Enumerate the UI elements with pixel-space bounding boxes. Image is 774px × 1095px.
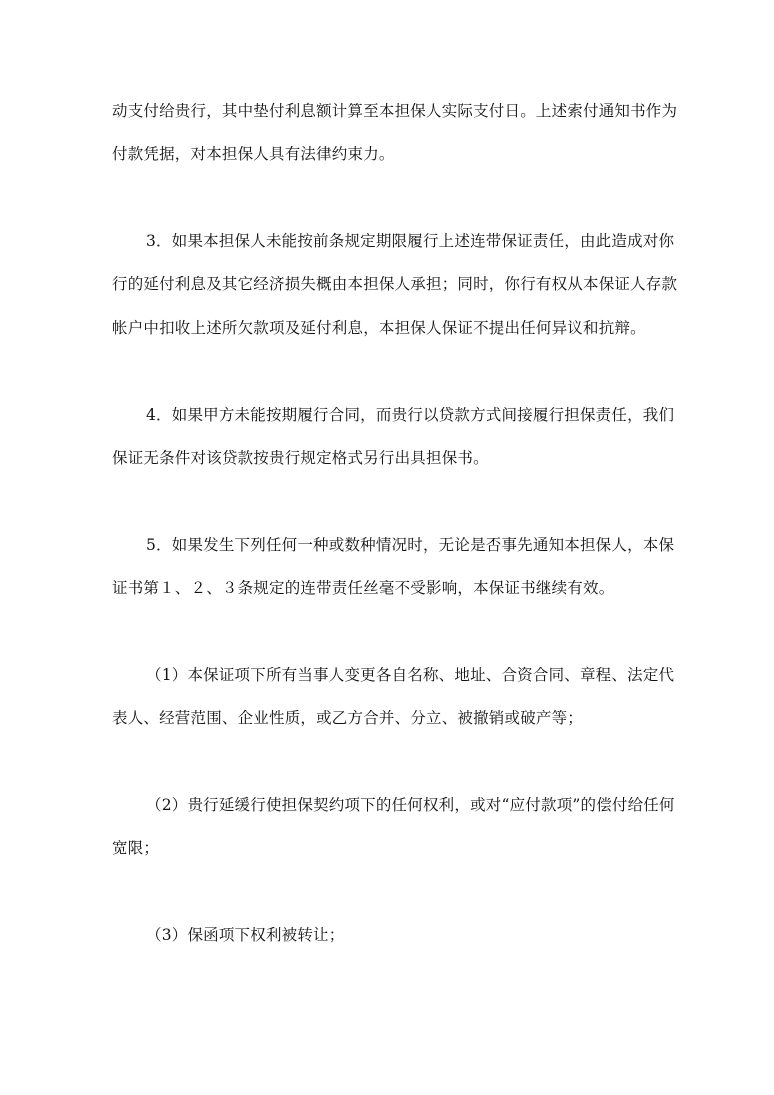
clause-5-line-1: 5．如果发生下列任何一种或数种情况时，无论是否事先通知本担保人，本保 xyxy=(146,536,675,554)
item-1-line-1: （1）本保证项下所有当事人变更各自名称、地址、合资合同、章程、法定代 xyxy=(146,666,675,684)
clause-5-line-2: 证书第１、２、３条规定的连带责任丝毫不受影响，本保证书继续有效。 xyxy=(112,579,615,597)
item-3-line-1: （3）保函项下权利被转让； xyxy=(146,926,345,944)
clause-4-line-1: 4．如果甲方未能按期履行合同，而贵行以贷款方式间接履行担保责任，我们 xyxy=(146,406,675,424)
paragraph-2-line-2: 付款凭据，对本担保人具有法律约束力。 xyxy=(112,145,395,163)
clause-3-line-1: 3．如果本担保人未能按前条规定期限履行上述连带保证责任，由此造成对你 xyxy=(146,232,675,250)
item-1-line-2: 表人、经营范围、企业性质，或乙方合并、分立、被撤销或破产等； xyxy=(112,709,584,727)
clause-3-line-3: 帐户中扣收上述所欠款项及延付利息，本担保人保证不提出任何异议和抗辩。 xyxy=(112,319,646,337)
paragraph-2-line-1: 动支付给贵行，其中垫付利息额计算至本担保人实际支付日。上述索付通知书作为 xyxy=(112,102,678,120)
clause-4-line-2: 保证无条件对该贷款按贵行规定格式另行出具担保书。 xyxy=(112,449,489,467)
item-2-line-1: （2）贵行延缓行使担保契约项下的任何权利，或对“应付款项”的偿付给任何 xyxy=(146,796,675,814)
clause-3-line-2: 行的延付利息及其它经济损失概由本担保人承担；同时，你行有权从本保证人存款 xyxy=(112,275,678,293)
item-2-line-2: 宽限； xyxy=(112,839,160,857)
